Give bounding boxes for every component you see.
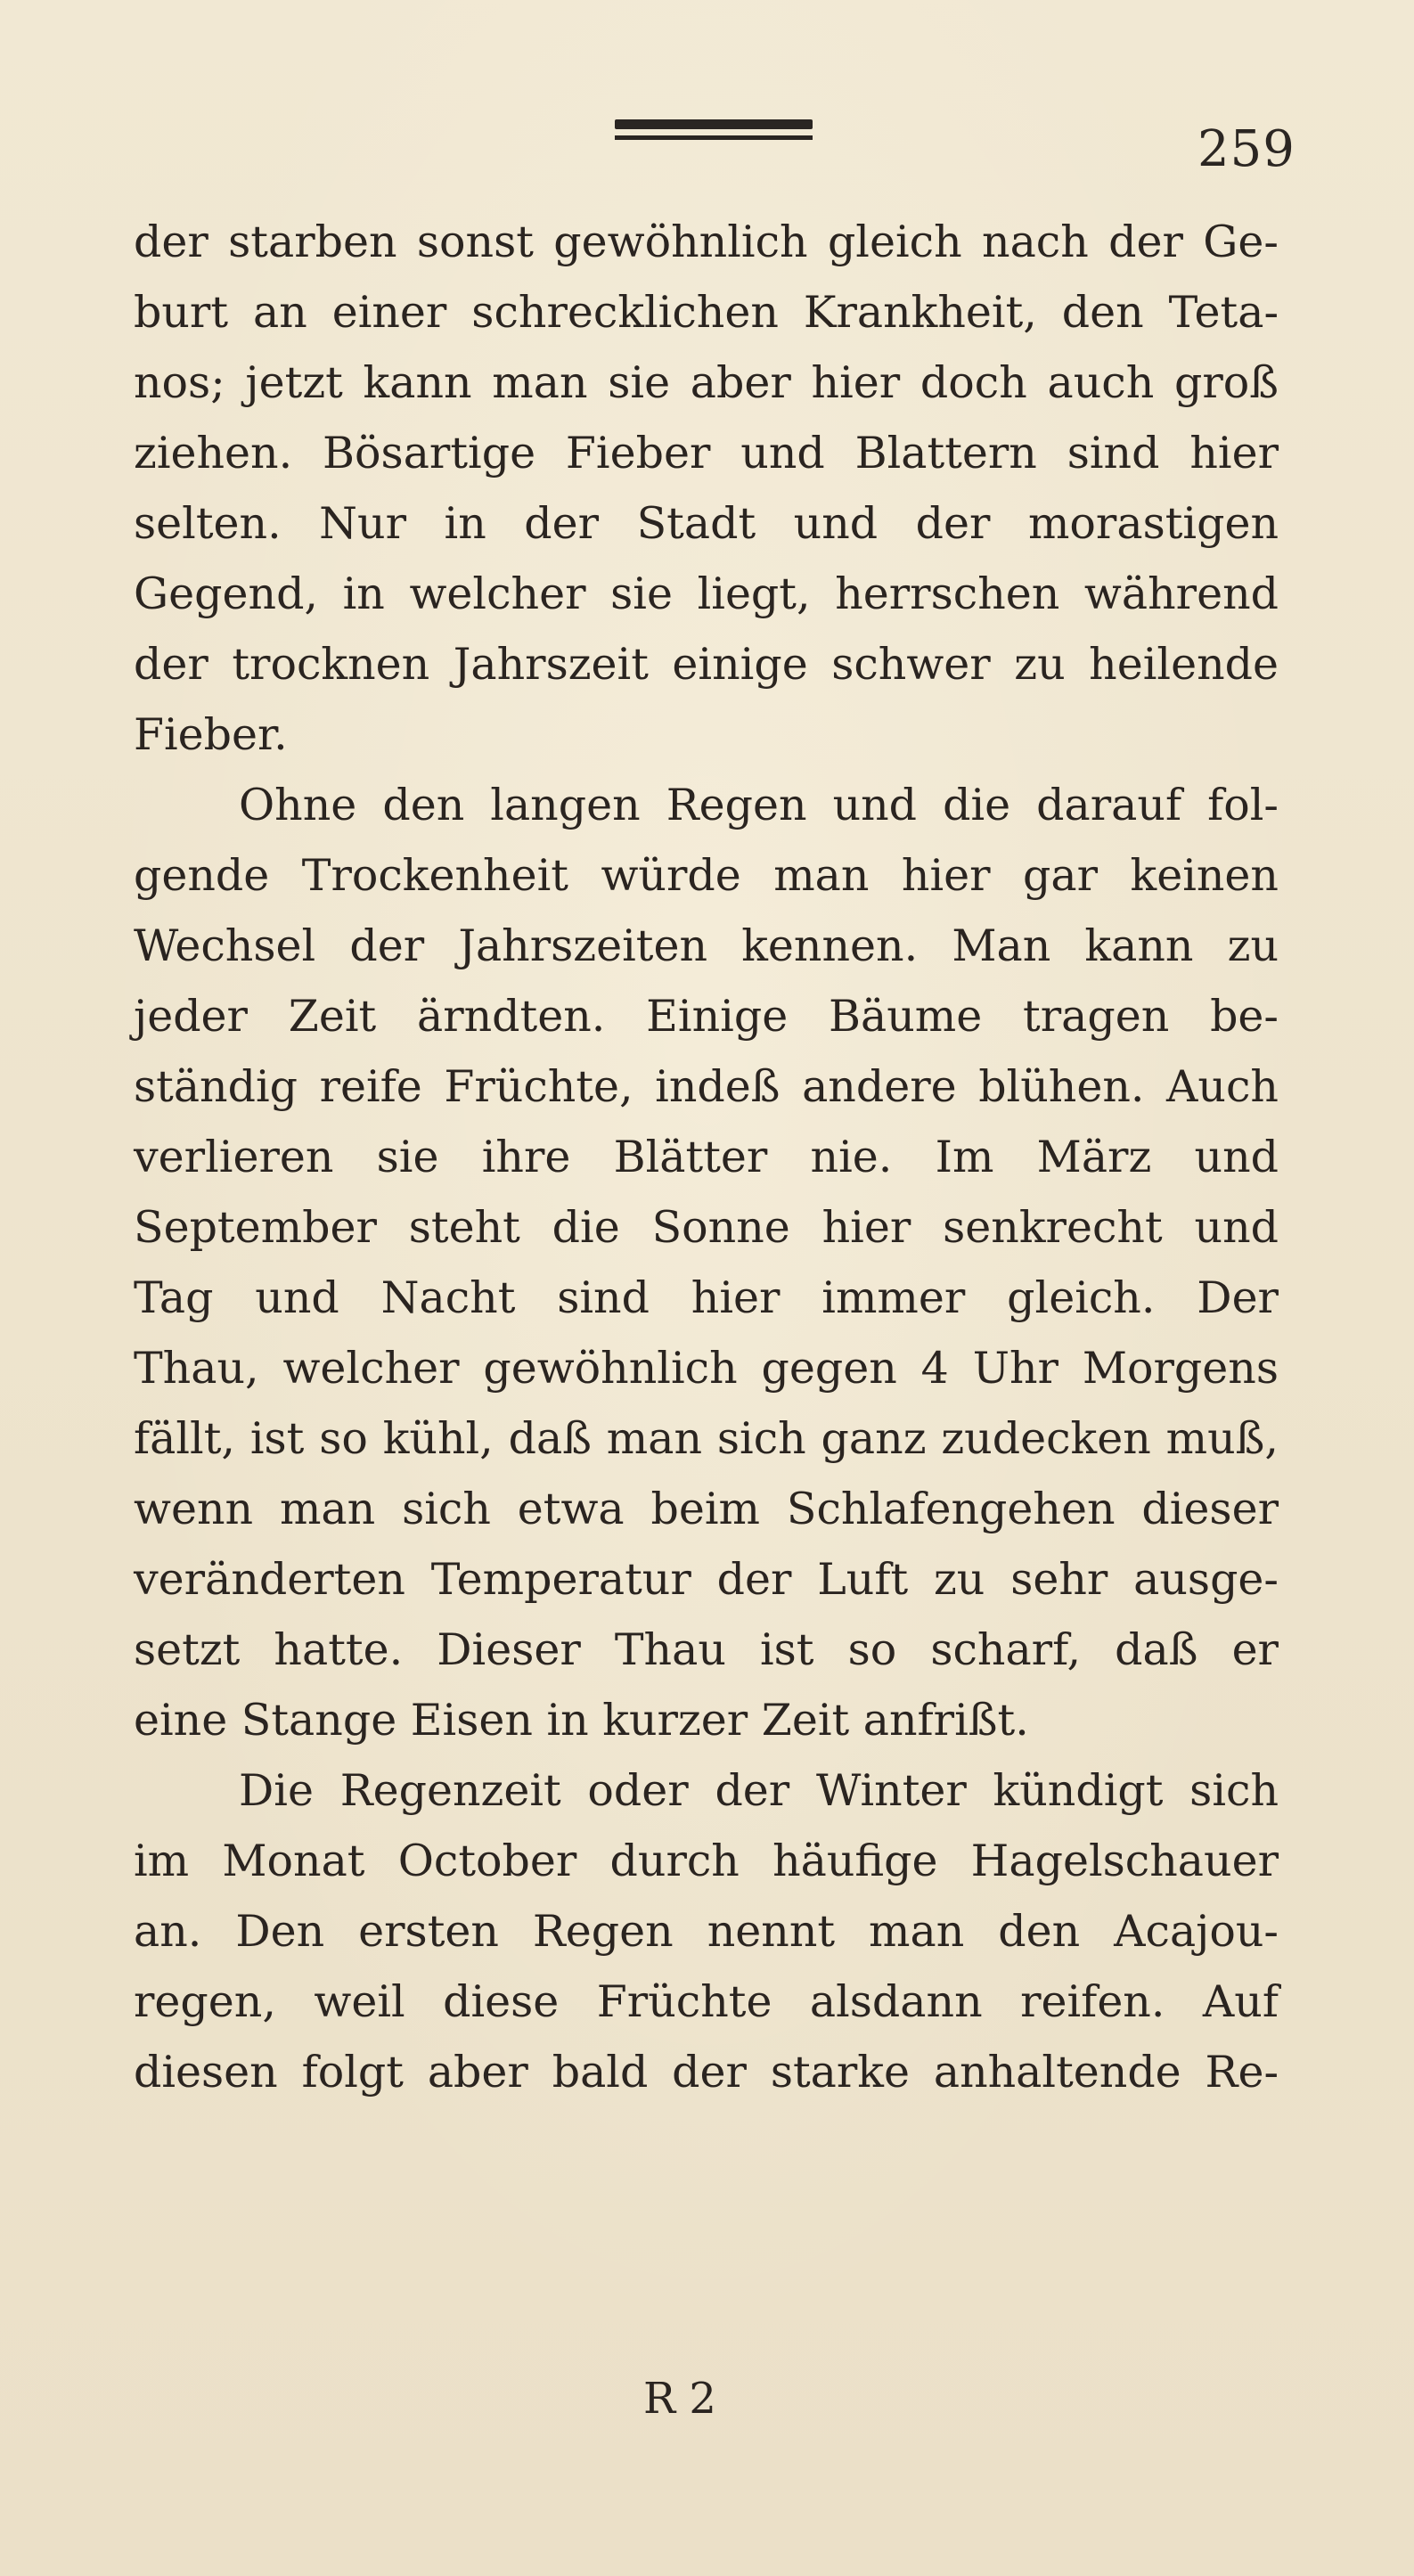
text-line: eine Stange Eisen in kurzer Zeit anfrißt. xyxy=(134,1695,1029,1746)
text-line: fällt, ist so kühl, daß man sich ganz zudecken muß, xyxy=(134,1413,1279,1464)
text-line: diesen folgt aber bald der starke anhaltende Re- xyxy=(134,2047,1279,2098)
ornament-rule-thin xyxy=(615,135,813,140)
text-line: im Monat October durch häufige Hagelschauer xyxy=(134,1836,1279,1886)
text-line: veränderten Temperatur der Luft zu sehr ausge- xyxy=(134,1554,1279,1605)
text-line: burt an einer schrecklichen Krankheit, den Teta- xyxy=(134,287,1279,338)
text-line: verlieren sie ihre Blätter nie. Im März und xyxy=(134,1132,1279,1182)
text-line: der trocknen Jahrszeit einige schwer zu heilende xyxy=(134,639,1279,690)
text-line: Thau, welcher gewöhnlich gegen 4 Uhr Morgens xyxy=(134,1343,1279,1394)
text-line: jeder Zeit ärndten. Einige Bäume tragen be- xyxy=(134,991,1279,1042)
text-line: an. Den ersten Regen nennt man den Acajou- xyxy=(134,1906,1279,1957)
body-text xyxy=(134,207,1279,2107)
text-line: Gegend, in welcher sie liegt, herrschen während xyxy=(134,568,1279,619)
text-line: setzt hatte. Dieser Thau ist so scharf, daß er xyxy=(134,1624,1279,1675)
text-line: wenn man sich etwa beim Schlafengehen dieser xyxy=(134,1484,1279,1534)
page-number: 259 xyxy=(1197,120,1295,178)
ornament-rule-thick xyxy=(615,119,813,129)
text-line: der starben sonst gewöhnlich gleich nach der Ge- xyxy=(134,217,1279,267)
text-line: selten. Nur in der Stadt und der morastigen xyxy=(134,498,1279,549)
text-line-paragraph-start: Ohne den langen Regen und die darauf fol- xyxy=(239,780,1279,830)
text-line: regen, weil diese Früchte alsdann reifen. Auf xyxy=(134,1976,1279,2027)
text-line: ziehen. Bösartige Fieber und Blattern sind hier xyxy=(134,428,1279,478)
text-line: Tag und Nacht sind hier immer gleich. Der xyxy=(134,1272,1279,1323)
text-line: gende Trockenheit würde man hier gar keinen xyxy=(134,850,1279,901)
signature-mark: R 2 xyxy=(643,2374,716,2424)
text-line: ständig reife Früchte, indeß andere blühen. Auch xyxy=(134,1061,1279,1112)
text-line: September steht die Sonne hier senkrecht und xyxy=(134,1202,1279,1253)
text-line: nos; jetzt kann man sie aber hier doch auch groß xyxy=(134,357,1279,408)
text-line: Wechsel der Jahrszeiten kennen. Man kann zu xyxy=(134,920,1279,971)
text-line: Fieber. xyxy=(134,709,288,760)
header-ornament xyxy=(615,119,813,144)
text-line-paragraph-start: Die Regenzeit oder der Winter kündigt sich xyxy=(239,1765,1279,1816)
